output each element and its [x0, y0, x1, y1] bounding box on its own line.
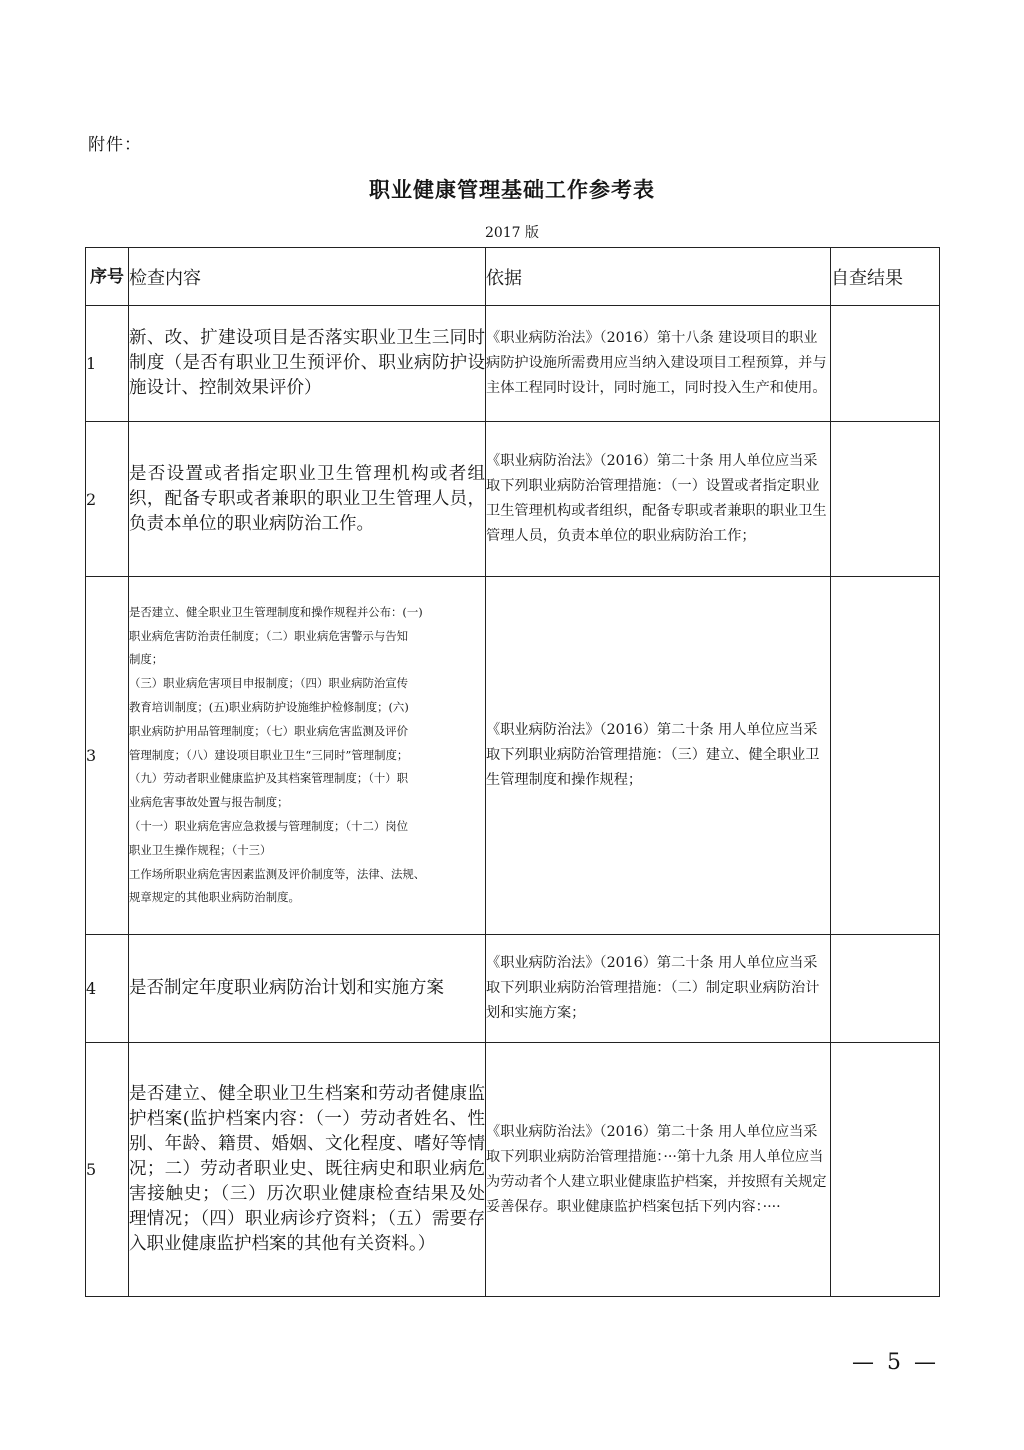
table-row — [86, 1043, 940, 1297]
row-seq: 2 — [86, 422, 129, 577]
row-seq: 4 — [86, 935, 129, 1043]
table-row — [86, 306, 940, 422]
table-row — [86, 422, 940, 577]
row-basis: 《职业病防治法》（2016）第二十条 用人单位应当采取下列职业病防治管理措施：···第十九条 用人单位应当为劳动者个人建立职业健康监护档案，并按照有关规定妥善保存。职业健康监护档案包括下列内容：···· — [486, 1043, 831, 1297]
content-line: 教育培训制度；(五)职业病防护设施维护检修制度；(六) — [129, 700, 409, 714]
document-edition: 2017 版 — [484, 225, 540, 241]
document-title: 职业健康管理基础工作参考表 — [369, 178, 655, 202]
reference-table — [85, 247, 940, 1297]
row-check-content: 是否制定年度职业病防治计划和实施方案 — [129, 935, 486, 1043]
page-number: — 5 — — [852, 1350, 939, 1375]
table-row — [86, 577, 940, 935]
content-line: 规章规定的其他职业病防治制度。 — [129, 890, 300, 905]
header-basis: 依据 — [486, 248, 831, 306]
header-seq: 序号 — [86, 248, 129, 306]
content-line: 业病危害事故处置与报告制度； — [129, 795, 289, 810]
content-line: （十一）职业病危害应急救援与管理制度；（十二）岗位 — [129, 818, 409, 833]
row-basis: 《职业病防治法》（2016）第二十条 用人单位应当采取下列职业病防治管理措施：（二）制定职业病防治计划和实施方案； — [486, 935, 831, 1043]
content-line: 工作场所职业病危害因素监测及评价制度等，法律、法规、 — [129, 866, 426, 881]
row-basis: 《职业病防治法》（2016）第二十条 用人单位应当采取下列职业病防治管理措施：（三）建立、健全职业卫生管理制度和操作规程； — [486, 577, 831, 935]
table-header-row — [86, 248, 940, 306]
content-line: 管理制度；（八）建设项目职业卫生“三同时”管理制度； — [129, 747, 409, 762]
attachment-label: 附件： — [88, 135, 142, 155]
row-check-content — [129, 577, 486, 935]
row-seq: 3 — [86, 577, 129, 935]
header-result: 自查结果 — [831, 248, 940, 306]
row-seq: 1 — [86, 306, 129, 422]
content-line: 是否建立、健全职业卫生管理制度和操作规程并公布：(一) — [129, 604, 423, 619]
content-line: 职业病防护用品管理制度；（七）职业病危害监测及评价 — [129, 723, 409, 738]
row-seq: 5 — [86, 1043, 129, 1297]
row-check-content: 是否设置或者指定职业卫生管理机构或者组织，配备专职或者兼职的职业卫生管理人员，负责本单位的职业病防治工作。 — [129, 422, 486, 577]
content-line: （三）职业病危害项目申报制度；（四）职业病防治宣传 — [129, 676, 409, 691]
content-line: 职业病危害防治责任制度；（二）职业病危害警示与告知 — [129, 628, 409, 643]
content-line: 职业卫生操作规程；（十三） — [129, 842, 272, 857]
row-self-check-result[interactable] — [831, 422, 940, 577]
row-self-check-result[interactable] — [831, 306, 940, 422]
row-self-check-result[interactable] — [831, 577, 940, 935]
row-check-content: 新、改、扩建设项目是否落实职业卫生三同时制度（是否有职业卫生预评价、职业病防护设施设计、控制效果评价） — [129, 306, 486, 422]
content-line: 制度； — [129, 652, 164, 667]
row-self-check-result[interactable] — [831, 935, 940, 1043]
row-basis: 《职业病防治法》（2016）第十八条 建设项目的职业病防护设施所需费用应当纳入建设项目工程预算，并与主体工程同时设计，同时施工，同时投入生产和使用。 — [486, 306, 831, 422]
header-content: 检查内容 — [129, 248, 486, 306]
table-row — [86, 935, 940, 1043]
row-check-content: 是否建立、健全职业卫生档案和劳动者健康监护档案(监护档案内容：（一）劳动者姓名、性别、年龄、籍贯、婚姻、文化程度、嗜好等情况；二）劳动者职业史、既往病史和职业病危害接触史；（三）历次职业健康检查结果及处理情况；（四）职业病诊疗资料；（五）需要存入职业健康监护档案的其他有关资料。） — [129, 1043, 486, 1297]
row-self-check-result[interactable] — [831, 1043, 940, 1297]
row-basis: 《职业病防治法》（2016）第二十条 用人单位应当采取下列职业病防治管理措施：（一）设置或者指定职业卫生管理机构或者组织，配备专职或者兼职的职业卫生管理人员，负责本单位的职业病防治工作； — [486, 422, 831, 577]
content-line: （九）劳动者职业健康监护及其档案管理制度；（十）职 — [129, 771, 409, 786]
